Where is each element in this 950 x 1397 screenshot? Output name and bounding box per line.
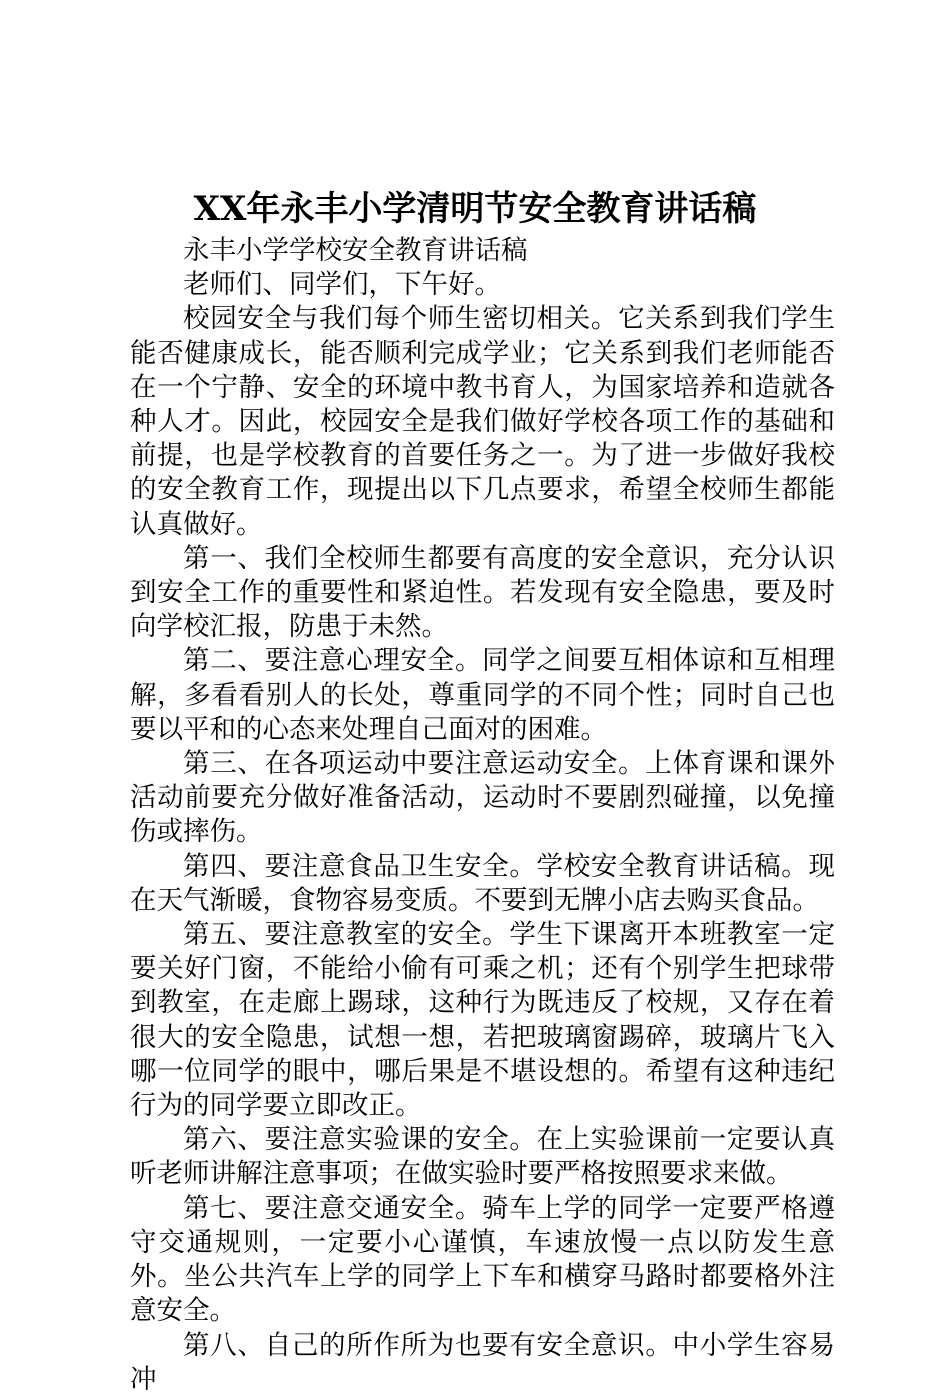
paragraph-greeting: 老师们、同学们，下午好。 <box>183 269 501 301</box>
paragraph-point-8: 第八、自己的所作所为也要有安全意识。中小学生容易冲 <box>130 1329 835 1395</box>
paragraph-intro: 校园安全与我们每个师生密切相关。它关系到我们学生能否健康成长，能否顺利完成学业；它关系到我们老师能否在一个宁静、安全的环境中教书育人，为国家培养和造就各种人才。因此，校园安全是我们做好学校各项工作的基础和前提，也是学校教育的首要任务之一。为了进一步做好我校的安全教育工作，现提出以下几点要求，希望全校师生都能认真做好。 <box>130 303 835 540</box>
document-title: XX年永丰小学清明节安全教育讲话稿 <box>193 189 757 229</box>
paragraph-point-4: 第四、要注意食品卫生安全。学校安全教育讲话稿。现在天气渐暖，食物容易变质。不要到无牌小店去购买食品。 <box>130 850 835 916</box>
document-body <box>130 234 835 1397</box>
paragraph-subtitle: 永丰小学学校安全教育讲话稿 <box>183 235 528 266</box>
paragraph-point-6: 第六、要注意实验课的安全。在上实验课前一定要认真听老师讲解注意事项；在做实验时要严格按照要求来做。 <box>130 1124 835 1190</box>
paragraph-point-7: 第七、要注意交通安全。骑车上学的同学一定要严格遵守交通规则，一定要小心谨慎，车速放慢一点以防发生意外。坐公共汽车上学的同学上下车和横穿马路时都要格外注意安全。 <box>130 1192 835 1327</box>
paragraph-point-5: 第五、要注意教室的安全。学生下课离开本班教室一定要关好门窗，不能给小偷有可乘之机；还有个别学生把球带到教室，在走廊上踢球，这种行为既违反了校规，又存在着很大的安全隐患，试想一想，若把玻璃窗踢碎，玻璃片飞入哪一位同学的眼中，哪后果是不堪设想的。希望有这种违纪行为的同学要立即改正。 <box>130 919 835 1122</box>
paragraph-point-1: 第一、我们全校师生都要有高度的安全意识，充分认识到安全工作的重要性和紧迫性。若发现有安全隐患，要及时向学校汇报，防患于未然。 <box>130 542 835 643</box>
paragraph-point-3: 第三、在各项运动中要注意运动安全。上体育课和课外活动前要充分做好准备活动，运动时不要剧烈碰撞，以免撞伤或摔伤。 <box>130 748 835 848</box>
paragraph-point-2: 第二、要注意心理安全。同学之间要互相体谅和互相理解，多看看别人的长处，尊重同学的不同个性；同时自己也要以平和的心态来处理自己面对的困难。 <box>130 645 835 745</box>
